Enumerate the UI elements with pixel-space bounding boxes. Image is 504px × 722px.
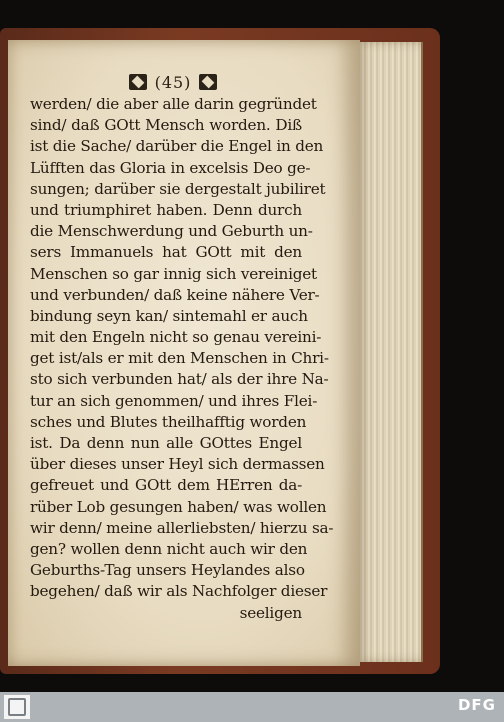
ornament-icon: [199, 74, 217, 90]
text-line: und verbunden/ daß keine nähere Ver-: [30, 285, 320, 304]
text-line: die Menschwerdung und Geburth un-: [30, 222, 313, 241]
text-line: sungen; darüber sie dergestalt jubiliret: [30, 179, 326, 198]
text-line: get ist/als er mit den Menschen in Chri-: [30, 349, 329, 368]
catchword: seeligen: [239, 603, 302, 622]
text-line: wir denn/ meine allerliebsten/ hierzu sa-: [30, 518, 334, 537]
text-line: rüber Lob gesungen haben/ was wollen: [30, 497, 327, 516]
text-line: Menschen so gar innig sich vereiniget: [30, 264, 317, 283]
text-line: gen? wollen denn nicht auch wir den: [30, 539, 308, 558]
ornament-icon: [129, 74, 147, 90]
text-line: sches und Blutes theilhafftig worden: [30, 412, 307, 431]
page-header: [118, 70, 228, 94]
text-line: ist die Sache/ darüber die Engel in den: [30, 137, 324, 156]
text-line: ist. Da denn nun alle GOttes Engel: [30, 434, 302, 452]
viewer-footer-bar: [0, 692, 504, 722]
dfg-logo[interactable]: DFG: [457, 696, 496, 714]
text-line: gefreuet und GOtt dem HErren da-: [30, 476, 302, 495]
text-line: sind/ daß GOtt Mensch worden. Diß: [30, 116, 302, 135]
text-line: über dieses unser Heyl sich dermassen: [30, 455, 325, 474]
text-line: sers Immanuels hat GOtt mit den: [30, 243, 302, 262]
text-block: [30, 94, 334, 624]
text-line: sto sich verbunden hat/ als der ihre Na-: [30, 370, 329, 389]
page-number: (45): [154, 72, 192, 92]
text-line: tur an sich genommen/ und ihres Flei-: [30, 391, 318, 410]
text-line: werden/ die aber alle darin gegründet: [30, 95, 317, 113]
text-line: und triumphiret haben. Denn durch: [30, 200, 302, 219]
page-stack: [355, 42, 423, 662]
text-line: bindung seyn kan/ sintemahl er auch: [30, 306, 308, 325]
library-logo-icon[interactable]: [4, 695, 30, 719]
text-line: begehen/ daß wir als Nachfolger dieser: [30, 582, 328, 601]
text-line: mit den Engeln nicht so genau vereini-: [30, 328, 322, 347]
text-line: Lüfften das Gloria in excelsis Deo ge-: [30, 158, 311, 177]
text-line: Geburths-Tag unsers Heylandes also: [30, 561, 305, 580]
